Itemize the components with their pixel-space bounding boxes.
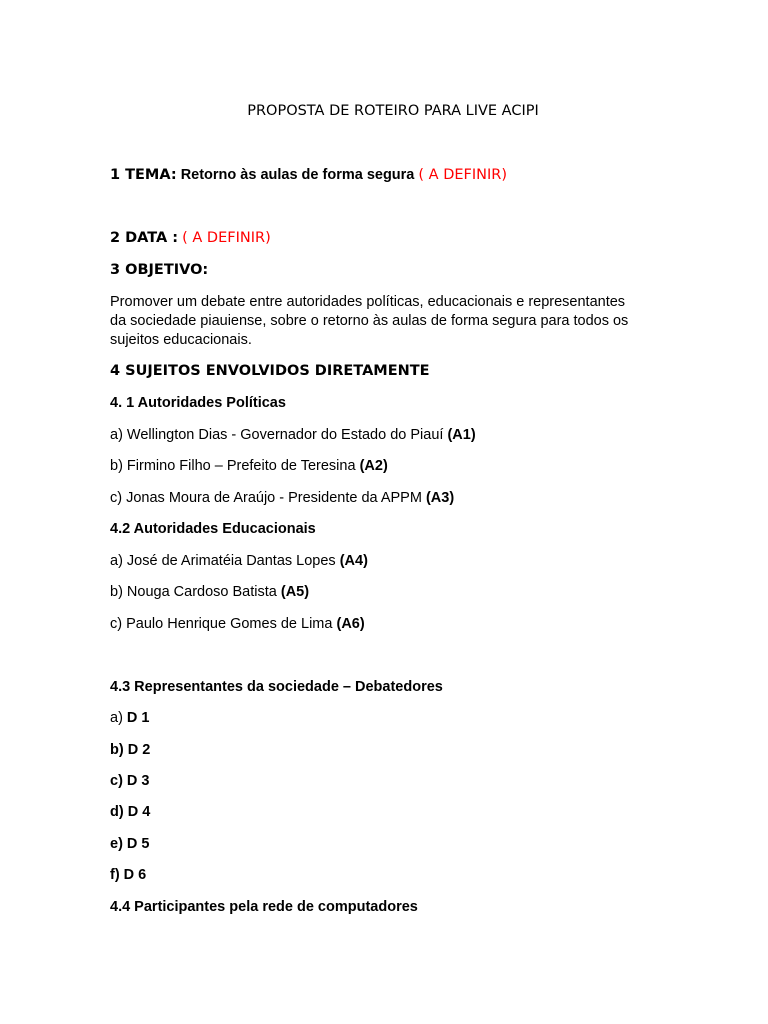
list-item-code: (A2) bbox=[359, 458, 388, 474]
list-item-code: (A3) bbox=[425, 490, 455, 506]
list-item-code: (A5) bbox=[280, 584, 310, 600]
participantes-heading: 4.4 Participantes pela rede de computadores bbox=[110, 899, 418, 915]
list-item bbox=[110, 457, 388, 475]
objetivo-line-2: da sociedade piauiense, sobre o retorno às aulas de forma segura para todos os bbox=[110, 313, 629, 329]
document-title: PROPOSTA DE ROTEIRO PARA LIVE ACIPI bbox=[247, 103, 539, 119]
list-item bbox=[110, 489, 454, 507]
list-item-text: b) Firmino Filho – Prefeito de Teresina bbox=[110, 458, 360, 474]
list-item: e) D 5 bbox=[110, 836, 150, 852]
tema-label: 1 TEMA: bbox=[110, 167, 177, 183]
list-item: f) D 6 bbox=[110, 867, 147, 883]
tema-line bbox=[110, 166, 507, 184]
list-item bbox=[110, 552, 368, 570]
list-item bbox=[110, 583, 309, 601]
objetivo-line-1: Promover um debate entre autoridades políticas, educacionais e representantes bbox=[110, 294, 626, 310]
data-label: 2 DATA : bbox=[110, 230, 179, 246]
list-item bbox=[110, 709, 150, 727]
list-item-code: (A4) bbox=[339, 553, 368, 569]
tema-value: Retorno às aulas de forma segura bbox=[180, 167, 415, 183]
objetivo-paragraph bbox=[110, 293, 676, 350]
list-item bbox=[110, 426, 476, 444]
list-item-text: b) Nouga Cardoso Batista bbox=[110, 584, 281, 600]
list-item-text: c) Jonas Moura de Araújo - Presidente da APPM bbox=[110, 490, 426, 506]
tema-note: ( A DEFINIR) bbox=[418, 167, 507, 183]
list-item bbox=[110, 615, 365, 633]
list-item: c) D 3 bbox=[110, 773, 150, 789]
objetivo-line-3: sujeitos educacionais. bbox=[110, 332, 252, 348]
objetivo-heading: 3 OBJETIVO: bbox=[110, 262, 209, 278]
politicas-heading: 4. 1 Autoridades Políticas bbox=[110, 395, 286, 411]
list-item: b) D 2 bbox=[110, 742, 151, 758]
list-item-prefix: a) bbox=[110, 710, 127, 726]
list-item-text: c) Paulo Henrique Gomes de Lima bbox=[110, 616, 337, 632]
list-item-code: (A6) bbox=[336, 616, 365, 632]
debatedores-heading: 4.3 Representantes da sociedade – Debatedores bbox=[110, 679, 443, 695]
sujeitos-heading: 4 SUJEITOS ENVOLVIDOS DIRETAMENTE bbox=[110, 363, 430, 379]
list-item: d) D 4 bbox=[110, 804, 151, 820]
list-item-text: a) Wellington Dias - Governador do Estado do Piauí bbox=[110, 427, 448, 443]
list-item-label: D 1 bbox=[126, 710, 150, 726]
educacionais-heading: 4.2 Autoridades Educacionais bbox=[110, 521, 316, 537]
data-note: ( A DEFINIR) bbox=[182, 230, 271, 246]
list-item-text: a) José de Arimatéia Dantas Lopes bbox=[110, 553, 340, 569]
list-item-code: (A1) bbox=[447, 427, 476, 443]
data-line bbox=[110, 229, 271, 247]
